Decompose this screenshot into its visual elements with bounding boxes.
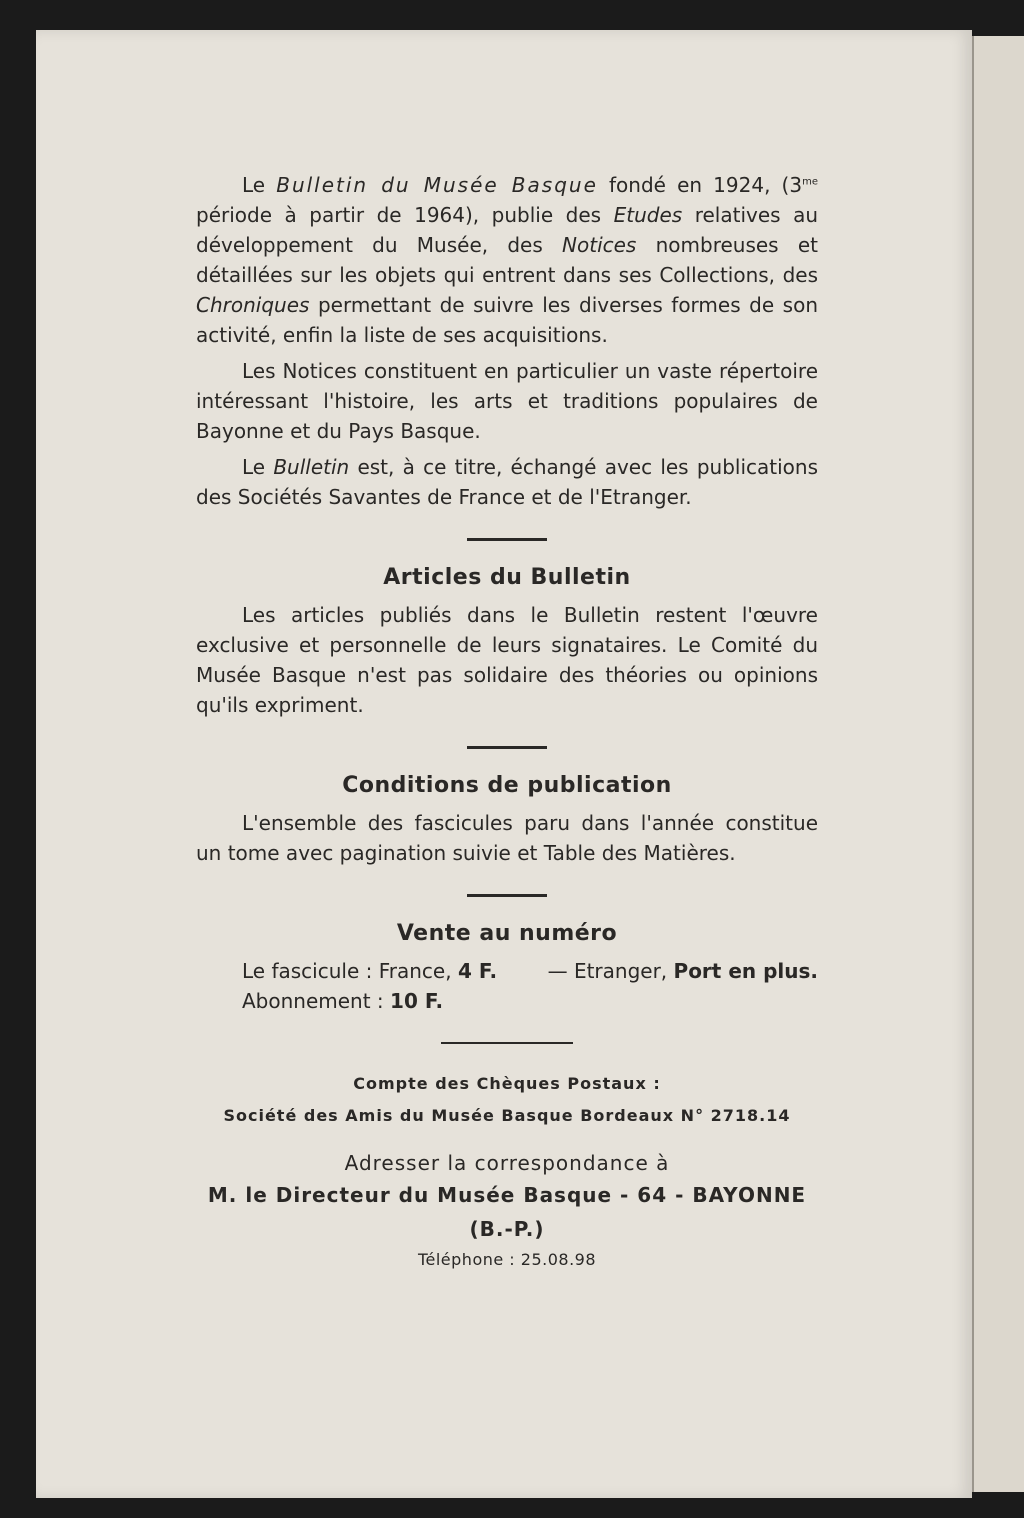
fascicule-price-line bbox=[196, 956, 818, 986]
conditions-text: L'ensemble des fascicules paru dans l'année constitue un tome avec pagination suivie et Table des Matières. bbox=[196, 811, 818, 865]
bulletin-title-italic: Bulletin du Musée Basque bbox=[276, 173, 598, 197]
text-run: est, à ce titre, échangé avec les publications des Sociétés Savantes de France et de l'Etranger. bbox=[196, 455, 818, 509]
intro-paragraph-3 bbox=[196, 452, 818, 512]
section-divider bbox=[467, 746, 547, 749]
vente-heading: Vente au numéro bbox=[396, 921, 618, 946]
notices-italic: Notices bbox=[562, 233, 637, 257]
section-divider bbox=[467, 894, 547, 897]
section-divider bbox=[467, 538, 547, 541]
articles-section bbox=[196, 565, 818, 720]
adjacent-page-edge bbox=[972, 36, 1024, 1492]
etranger-label: — Etranger, bbox=[547, 959, 668, 983]
intro-paragraph-1 bbox=[196, 170, 818, 350]
bulletin-italic: Bulletin bbox=[273, 455, 350, 479]
ccp-account: Société des Amis du Musée Basque Bordeaux N° 2718.14 bbox=[223, 1106, 791, 1125]
articles-text: Les articles publiés dans le Bulletin restent l'œuvre exclusive et personnelle de leurs signataires. Le Comité du Musée Basque n'est pas solidaire des théories ou opinions qu'ils expriment. bbox=[196, 603, 818, 717]
intro-section bbox=[196, 170, 818, 512]
intro-paragraph-2: Les Notices constituent en particulier un vaste répertoire intéressant l'histoire, les arts et traditions populaires de Bayonne et du Pays Basque. bbox=[196, 359, 818, 443]
telephone: Téléphone : 25.08.98 bbox=[417, 1250, 597, 1269]
footer-section bbox=[196, 1068, 818, 1274]
text-run: fondé en 1924, (3 bbox=[597, 173, 803, 197]
conditions-section bbox=[196, 773, 818, 868]
address-intro: Adresser la correspondance à bbox=[344, 1151, 670, 1175]
text-run: Le bbox=[242, 455, 274, 479]
section-divider bbox=[441, 1042, 573, 1044]
abonnement-price: 10 F. bbox=[390, 989, 444, 1013]
conditions-heading: Conditions de publication bbox=[342, 773, 672, 798]
etranger-group bbox=[548, 956, 818, 986]
text-run: permettant de suivre les diverses formes de son activité, enfin la liste de ses acquisitions. bbox=[196, 293, 818, 347]
director-address: M. le Directeur du Musée Basque - 64 - BAYONNE (B.-P.) bbox=[207, 1183, 807, 1241]
page-content bbox=[196, 170, 818, 1274]
etranger-value: Port en plus. bbox=[673, 959, 818, 983]
fascicule-label: Le fascicule : France, bbox=[242, 959, 452, 983]
text-run: Le bbox=[242, 173, 277, 197]
text-run: période à partir de 1964), publie des bbox=[196, 203, 614, 227]
fascicule-price: 4 F. bbox=[457, 959, 498, 983]
articles-heading: Articles du Bulletin bbox=[383, 565, 631, 590]
text-run: relatives au développement du Musée, des bbox=[196, 203, 818, 257]
chroniques-italic: Chroniques bbox=[196, 293, 310, 317]
etudes-italic: Etudes bbox=[613, 203, 683, 227]
ccp-title: Compte des Chèques Postaux : bbox=[353, 1074, 661, 1093]
text-run: nombreuses et détaillées sur les objets qui entrent dans ses Collections, des bbox=[196, 233, 818, 287]
superscript: me bbox=[802, 176, 818, 188]
abonnement-label: Abonnement : bbox=[242, 989, 384, 1013]
abonnement-price-line bbox=[196, 986, 818, 1016]
vente-section bbox=[196, 921, 818, 1016]
